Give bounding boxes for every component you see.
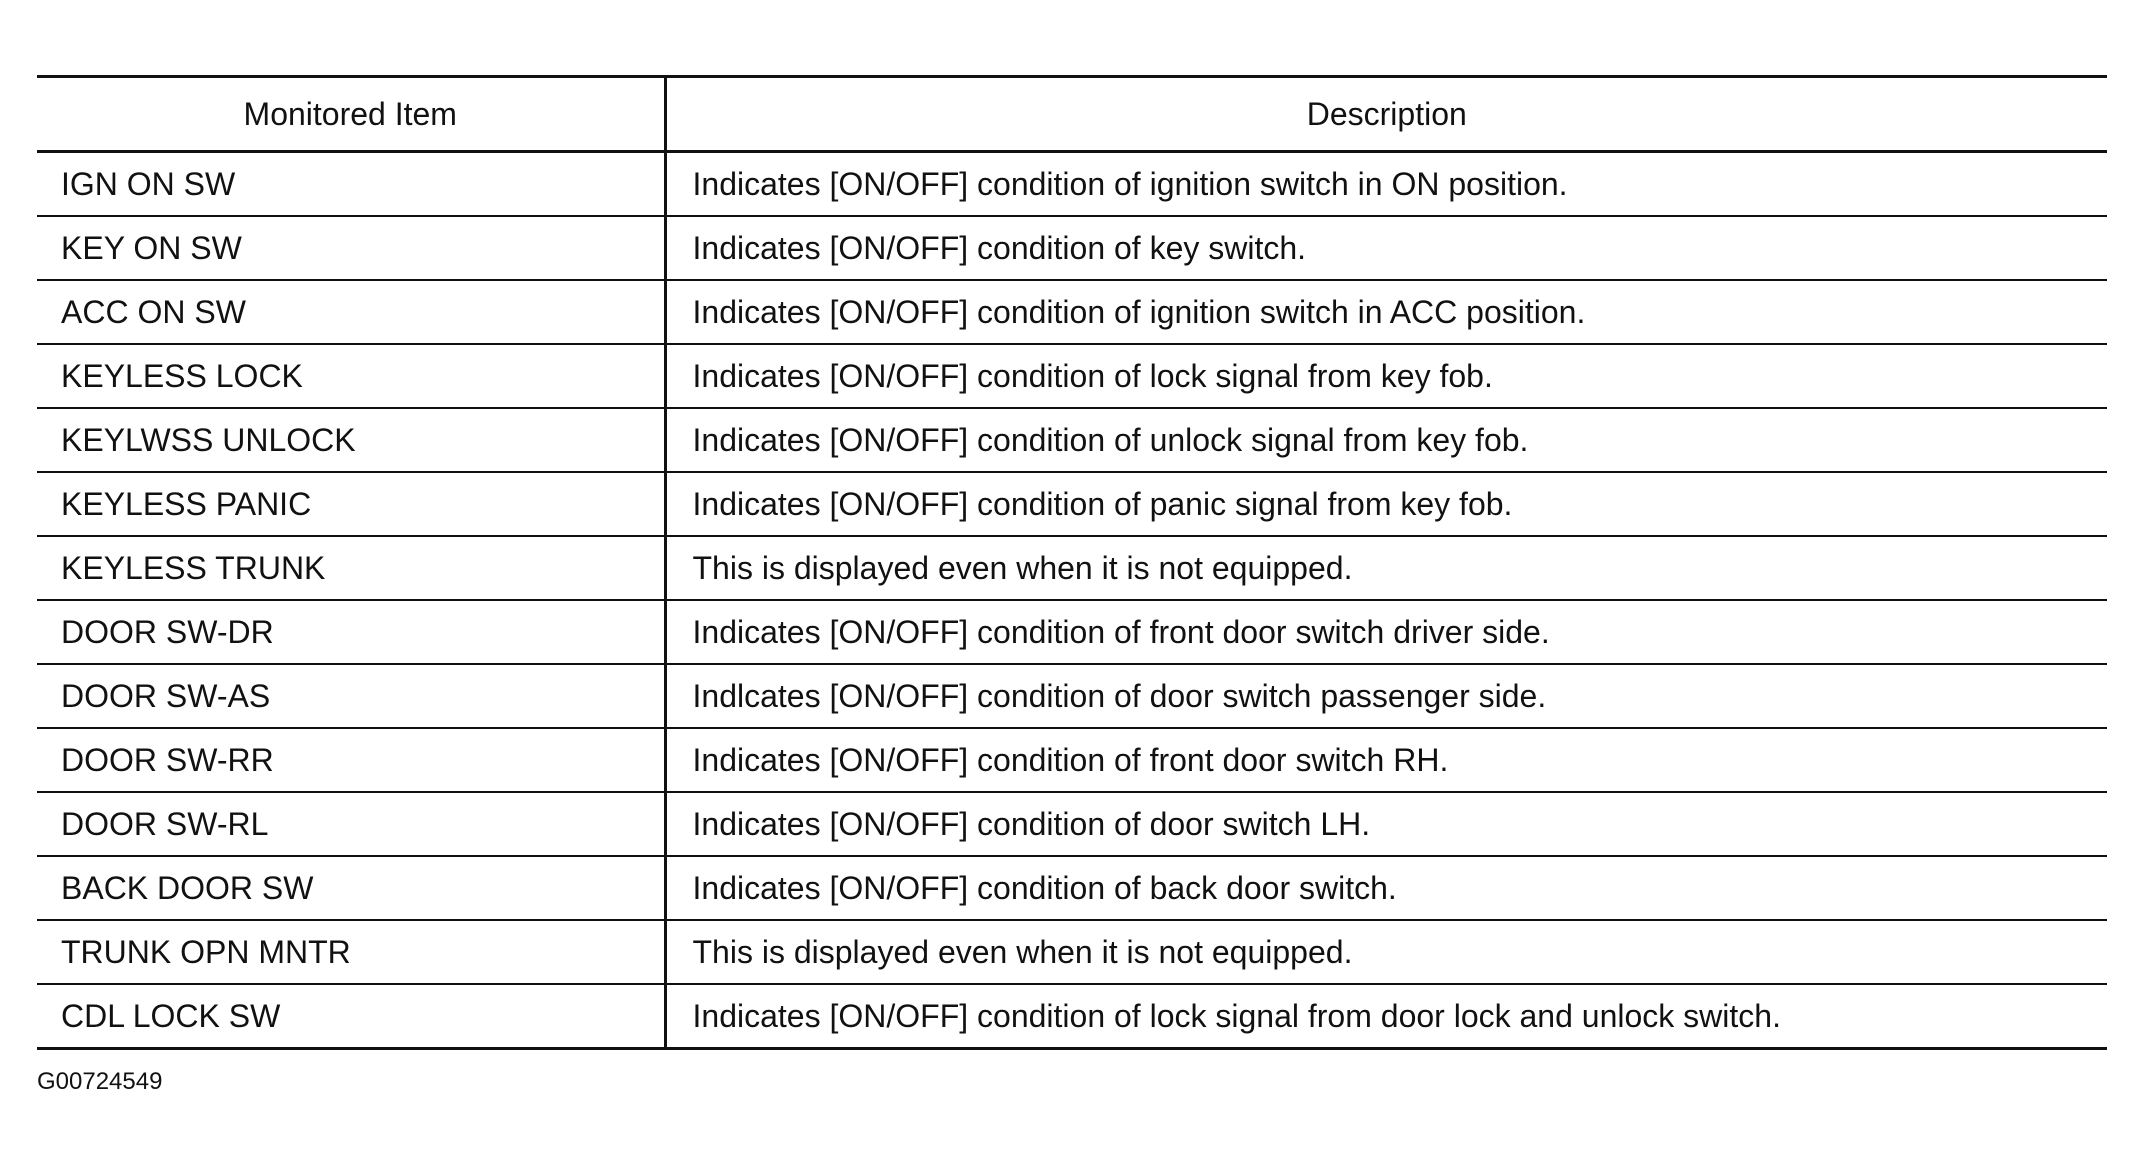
table-row [37, 920, 2107, 984]
figure-id: G00724549 [37, 1068, 163, 1095]
monitored-item-cell: ACC ON SW [37, 280, 665, 344]
table-body [37, 152, 2107, 1049]
monitored-item-cell: KEYLWSS UNLOCK [37, 408, 665, 472]
header-description: Description [665, 77, 2107, 152]
description-cell: Indicates [ON/OFF] condition of ignition switch in ACC position. [665, 280, 2107, 344]
description-cell: This is displayed even when it is not equipped. [665, 536, 2107, 600]
monitored-item-cell: DOOR SW-RL [37, 792, 665, 856]
monitored-item-cell: CDL LOCK SW [37, 984, 665, 1049]
table-row [37, 792, 2107, 856]
monitored-item-cell: IGN ON SW [37, 152, 665, 217]
table-row [37, 152, 2107, 217]
table-row [37, 536, 2107, 600]
table-row [37, 856, 2107, 920]
monitored-item-cell: DOOR SW-DR [37, 600, 665, 664]
header-monitored-item: Monitored Item [37, 77, 665, 152]
monitored-item-cell: KEYLESS LOCK [37, 344, 665, 408]
monitored-item-cell: DOOR SW-AS [37, 664, 665, 728]
description-cell: Indicates [ON/OFF] condition of ignition switch in ON position. [665, 152, 2107, 217]
monitored-item-cell: TRUNK OPN MNTR [37, 920, 665, 984]
description-cell: Indicates [ON/OFF] condition of door switch LH. [665, 792, 2107, 856]
table-row [37, 600, 2107, 664]
table-row [37, 984, 2107, 1049]
description-cell: Indicates [ON/OFF] condition of lock signal from key fob. [665, 344, 2107, 408]
description-cell: Indicates [ON/OFF] condition of panic signal from key fob. [665, 472, 2107, 536]
description-cell: Indlcates [ON/OFF] condition of door switch passenger side. [665, 664, 2107, 728]
monitored-item-cell: KEYLESS TRUNK [37, 536, 665, 600]
table-row [37, 728, 2107, 792]
table-row [37, 280, 2107, 344]
table-header [37, 77, 2107, 152]
description-cell: Indicates [ON/OFF] condition of front door switch driver side. [665, 600, 2107, 664]
table-row [37, 472, 2107, 536]
header-row [37, 77, 2107, 152]
monitored-item-cell: KEY ON SW [37, 216, 665, 280]
monitored-item-cell: DOOR SW-RR [37, 728, 665, 792]
monitored-items-table [37, 75, 2107, 1050]
monitored-item-cell: BACK DOOR SW [37, 856, 665, 920]
description-cell: Indicates [ON/OFF] condition of front door switch RH. [665, 728, 2107, 792]
monitored-item-cell: KEYLESS PANIC [37, 472, 665, 536]
description-cell: Indicates [ON/OFF] condition of key switch. [665, 216, 2107, 280]
table-row [37, 216, 2107, 280]
description-cell: Indicates [ON/OFF] condition of lock signal from door lock and unlock switch. [665, 984, 2107, 1049]
table-row [37, 344, 2107, 408]
monitored-items-table-container [37, 75, 2107, 1050]
description-cell: Indicates [ON/OFF] condition of unlock signal from key fob. [665, 408, 2107, 472]
table-row [37, 408, 2107, 472]
table-row [37, 664, 2107, 728]
description-cell: Indicates [ON/OFF] condition of back door switch. [665, 856, 2107, 920]
description-cell: This is displayed even when it is not equipped. [665, 920, 2107, 984]
